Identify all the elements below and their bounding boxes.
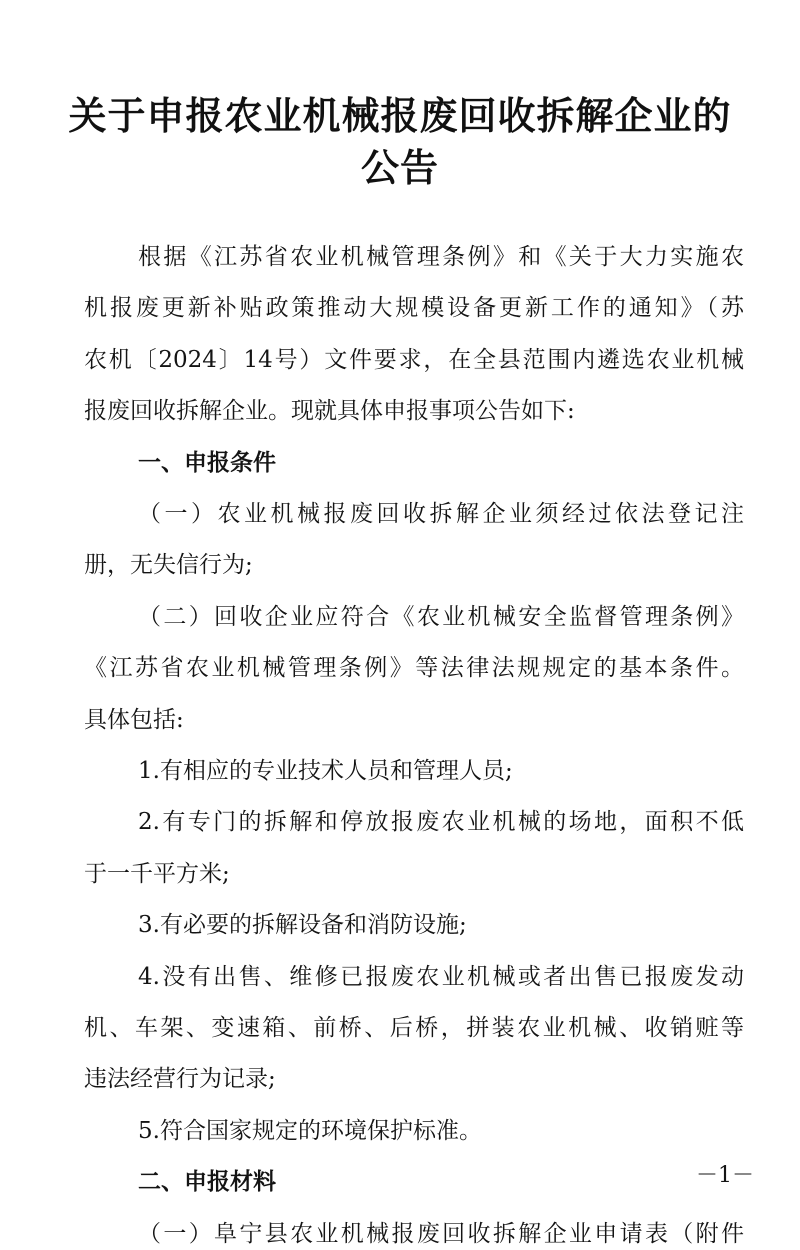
paragraph-line: 《江苏省农业机械管理条例》等法律法规规定的基本条件。 (84, 655, 744, 681)
paragraph-line: 4.没有出售、维修已报废农业机械或者出售已报废发动 (138, 964, 744, 990)
section-heading-conditions: 一、申报条件 (138, 450, 276, 476)
paragraph-line: 报废回收拆解企业。现就具体申报事项公告如下: (84, 398, 575, 424)
paragraph-line: 违法经营行为记录; (84, 1066, 276, 1092)
paragraph-line: 2.有专门的拆解和停放报废农业机械的场地，面积不低 (138, 809, 744, 835)
paragraph-line: 具体包括: (84, 707, 184, 733)
paragraph-line: （一）农业机械报废回收拆解企业须经过依法登记注 (138, 501, 744, 527)
paragraph-line: 机、车架、变速箱、前桥、后桥，拼装农业机械、收销赃等 (84, 1015, 744, 1041)
paragraph-line: （一）阜宁县农业机械报废回收拆解企业申请表（附件 (138, 1221, 744, 1247)
paragraph-line: 3.有必要的拆解设备和消防设施; (138, 912, 467, 938)
paragraph-line: 于一千平方米; (84, 861, 230, 887)
paragraph-line: 1.有相应的专业技术人员和管理人员; (138, 758, 513, 784)
paragraph-line: 农机〔2024〕14号）文件要求，在全县范围内遴选农业机械 (84, 347, 744, 373)
document-title-line-2: 公告 (360, 146, 439, 190)
page-number: －1－ (696, 1163, 754, 1188)
document-title-line-1: 关于申报农业机械报废回收拆解企业的 (68, 94, 732, 138)
paragraph-line: 机报废更新补贴政策推动大规模设备更新工作的通知》（苏 (84, 295, 744, 321)
section-heading-materials: 二、申报材料 (138, 1169, 276, 1195)
paragraph-line: 5.符合国家规定的环境保护标准。 (138, 1118, 482, 1144)
paragraph-line: （二）回收企业应符合《农业机械安全监督管理条例》 (138, 604, 744, 630)
paragraph-line: 册，无失信行为; (84, 552, 253, 578)
paragraph-line: 根据《江苏省农业机械管理条例》和《关于大力实施农 (138, 244, 744, 270)
